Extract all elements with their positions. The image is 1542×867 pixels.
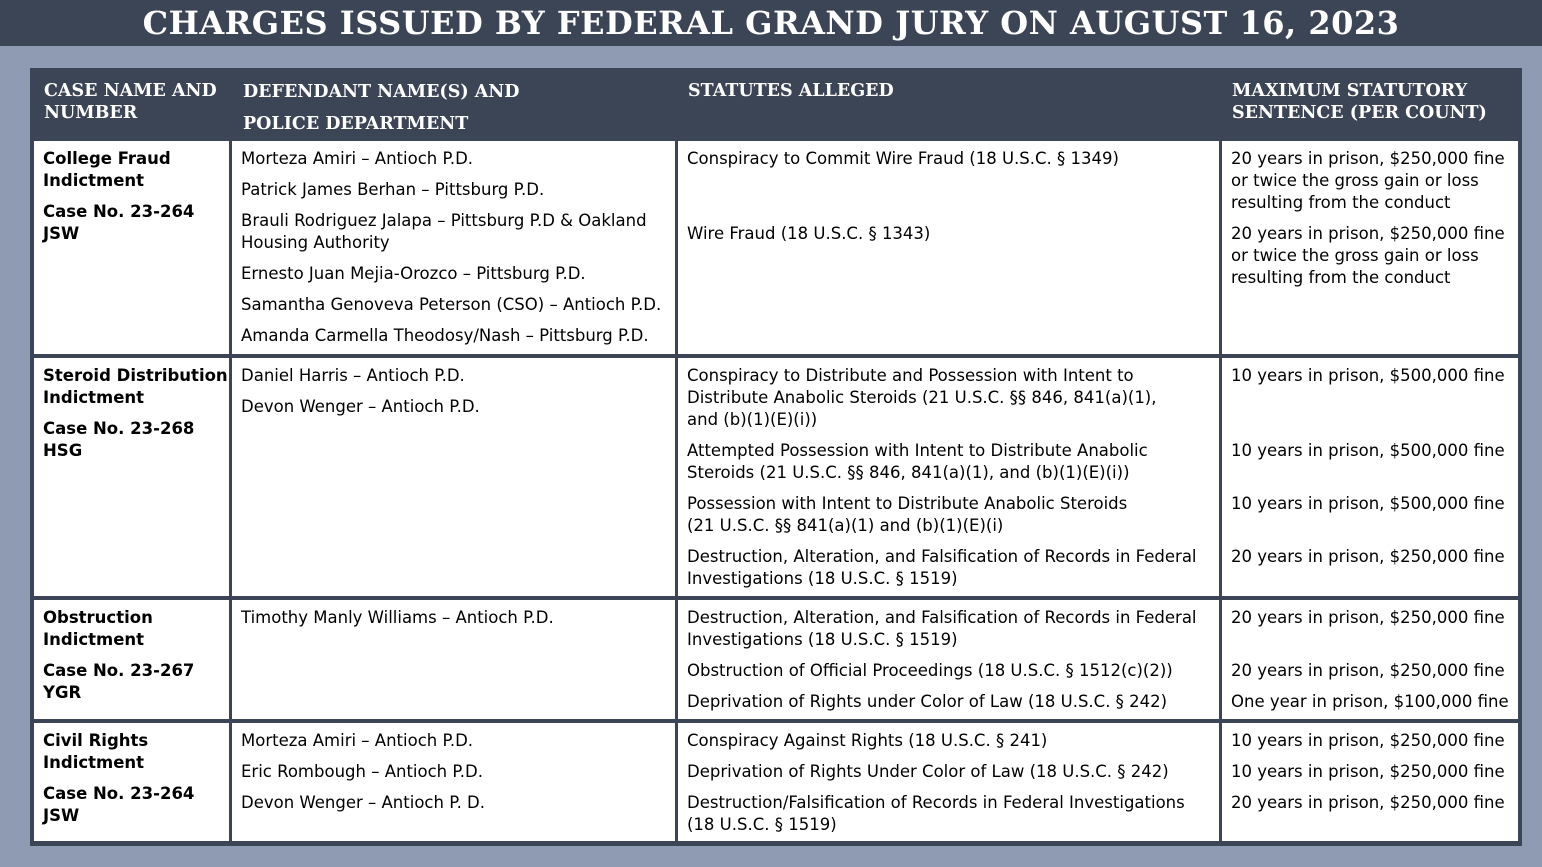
statutes-cell — [678, 141, 1219, 354]
defendant: Devon Wenger – Antioch P.D. — [241, 397, 480, 416]
sentence: 20 years in prison, $250,000 fine or twice the gross gain or loss resulting from the conduct — [1231, 149, 1505, 212]
statute: Destruction, Alteration, and Falsification of Records in Federal Investigations (18 U.S.C. § 1519) — [687, 608, 1197, 649]
statute: Destruction, Alteration, and Falsification of Records in Federal Investigations (18 U.S.C. § 1519) — [687, 547, 1197, 588]
sentence: 20 years in prison, $250,000 fine — [1231, 793, 1505, 812]
header-sentence: MAXIMUM STATUTORY SENTENCE (PER COUNT) — [1232, 81, 1487, 123]
statutes-cell — [678, 358, 1219, 596]
defendant: Eric Rombough – Antioch P.D. — [241, 762, 483, 781]
statute: Obstruction of Official Proceedings (18 U.S.C. § 1512(c)(2)) — [687, 661, 1173, 680]
statute: Destruction/Falsification of Records in Federal Investigations (18 U.S.C. § 1519) — [687, 793, 1185, 834]
defendant: Timothy Manly Williams – Antioch P.D. — [241, 608, 554, 627]
table-row-case — [34, 600, 229, 719]
defendant: Samantha Genoveva Peterson (CSO) – Antioch P.D. — [241, 295, 662, 314]
case-number: Case No. 23-264 JSW — [43, 202, 195, 243]
sentence-cell — [1222, 723, 1518, 841]
sentence: 10 years in prison, $500,000 fine — [1231, 441, 1505, 460]
statutes-cell — [678, 600, 1219, 719]
case-number: Case No. 23-264 JSW — [43, 784, 195, 825]
header-case: CASE NAME AND NUMBER — [44, 81, 217, 123]
sentence-cell — [1222, 141, 1518, 354]
defendants-cell — [232, 600, 675, 719]
header-statutes: STATUTES ALLEGED — [688, 81, 894, 101]
statute: Deprivation of Rights Under Color of Law (18 U.S.C. § 242) — [687, 762, 1169, 781]
statute: Conspiracy to Commit Wire Fraud (18 U.S.C. § 1349) — [687, 149, 1119, 168]
defendant: Devon Wenger – Antioch P. D. — [241, 793, 486, 812]
table-row-case — [34, 358, 229, 596]
sentence: 20 years in prison, $250,000 fine — [1231, 608, 1505, 627]
statute: Conspiracy to Distribute and Possession with Intent to Distribute Anabolic Steroids (21 U.S.C. §§ 846, 841(a)(1), and (b)(1)(E)(i)) — [687, 366, 1157, 429]
sentence: 10 years in prison, $250,000 fine — [1231, 731, 1505, 750]
statutes-cell — [678, 723, 1219, 841]
case-name: Obstruction Indictment — [43, 608, 153, 649]
table-row-case — [34, 723, 229, 841]
sentence: One year in prison, $100,000 fine — [1231, 692, 1509, 711]
case-name: College Fraud Indictment — [43, 149, 171, 190]
statute: Attempted Possession with Intent to Distribute Anabolic Steroids (21 U.S.C. §§ 846, 841(a)(1), and (b)(1)(E)(i)) — [687, 441, 1148, 482]
defendant: Daniel Harris – Antioch P.D. — [241, 366, 465, 385]
case-name: Civil Rights Indictment — [43, 731, 149, 772]
page-title: CHARGES ISSUED BY FEDERAL GRAND JURY ON AUGUST 16, 2023 — [142, 4, 1400, 42]
statute: Possession with Intent to Distribute Anabolic Steroids (21 U.S.C. §§ 841(a)(1) and (b)(1)(E)(i) — [687, 494, 1128, 535]
header-defendants: DEFENDANT NAME(S) AND POLICE DEPARTMENT — [243, 82, 520, 134]
defendant: Morteza Amiri – Antioch P.D. — [241, 149, 474, 168]
defendant: Brauli Rodriguez Jalapa – Pittsburg P.D & Oakland Housing Authority — [241, 211, 647, 252]
statute: Conspiracy Against Rights (18 U.S.C. § 241) — [687, 731, 1048, 750]
sentence-cell — [1222, 358, 1518, 596]
case-name: Steroid Distribution Indictment — [43, 366, 228, 407]
table-row-case — [34, 141, 229, 354]
sentence: 10 years in prison, $250,000 fine — [1231, 762, 1505, 781]
charges-table — [30, 68, 1522, 846]
defendants-cell — [232, 723, 675, 841]
defendants-cell — [232, 141, 675, 354]
case-number: Case No. 23-267 YGR — [43, 661, 195, 702]
sentence: 20 years in prison, $250,000 fine — [1231, 661, 1505, 680]
defendant: Patrick James Berhan – Pittsburg P.D. — [241, 180, 545, 199]
statute: Deprivation of Rights under Color of Law (18 U.S.C. § 242) — [687, 692, 1168, 711]
sentence: 20 years in prison, $250,000 fine — [1231, 547, 1505, 566]
title-bar — [0, 0, 1542, 46]
case-number: Case No. 23-268 HSG — [43, 419, 195, 460]
sentence: 10 years in prison, $500,000 fine — [1231, 366, 1505, 385]
defendant: Morteza Amiri – Antioch P.D. — [241, 731, 474, 750]
sentence: 20 years in prison, $250,000 fine or twice the gross gain or loss resulting from the conduct — [1231, 224, 1505, 287]
defendant: Ernesto Juan Mejia-Orozco – Pittsburg P.D. — [241, 264, 586, 283]
defendant: Amanda Carmella Theodosy/Nash – Pittsburg P.D. — [241, 326, 649, 345]
statute: Wire Fraud (18 U.S.C. § 1343) — [687, 224, 931, 243]
defendants-cell — [232, 358, 675, 596]
sentence-cell — [1222, 600, 1518, 719]
sentence: 10 years in prison, $500,000 fine — [1231, 494, 1505, 513]
